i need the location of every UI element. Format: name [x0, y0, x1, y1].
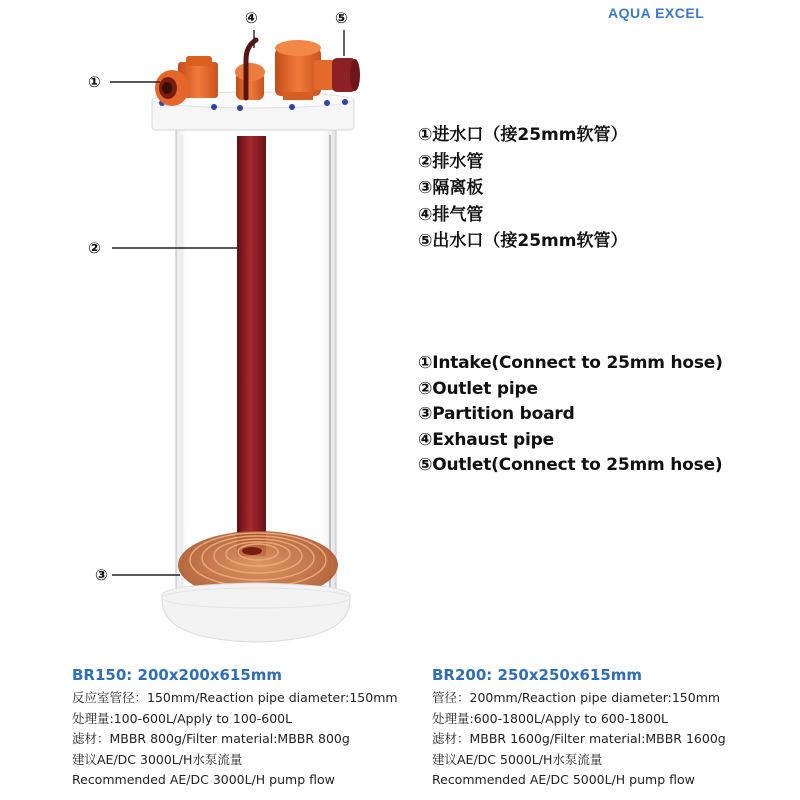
legend-cn-intake: ①进水口（接25mm软管）: [418, 125, 628, 145]
legend-cn-outlet-pipe: ②排水管: [418, 151, 484, 172]
spec-br200-pump-en: Recommended AE/DC 5000L/H pump flow: [432, 772, 695, 787]
base-plate: [162, 583, 350, 642]
legend-chinese: [418, 122, 627, 255]
spec-br150-pump-en: Recommended AE/DC 3000L/H pump flow: [72, 772, 335, 787]
spec-br200-capacity: 处理量:600-1800L/Apply to 600-1800L: [432, 710, 668, 726]
callout-4: ④: [245, 9, 258, 27]
outlet-fitting: [275, 40, 360, 100]
spec-br200: [432, 666, 726, 791]
spec-br150-model: BR150: 200x200x615mm: [72, 666, 283, 684]
spec-br150-diameter: 反应室管径：150mm/Reaction pipe diameter:150mm: [72, 690, 398, 705]
legend-en-outlet: ⑤Outlet(Connect to 25mm hose): [418, 455, 723, 476]
spec-br200-pump-cn: 建议AE/DC 5000L/H水泵流量: [432, 751, 603, 767]
callout-3: ③: [95, 566, 108, 584]
legend-english: [418, 351, 723, 479]
callout-2: ②: [88, 239, 101, 257]
spec-br200-model: BR200: 250x250x615mm: [432, 666, 643, 684]
spec-br150-pump-cn: 建议AE/DC 3000L/H水泵流量: [72, 751, 243, 767]
legend-en-outlet-pipe: ②Outlet pipe: [418, 378, 538, 399]
callout-1: ①: [88, 73, 101, 91]
spec-br150-filter: 滤材：MBBR 800g/Filter material:MBBR 800g: [72, 731, 350, 746]
legend-cn-partition-board: ③隔离板: [418, 178, 484, 199]
outlet-pipe: [237, 136, 266, 556]
spec-br150-capacity: 处理量:100-600L/Apply to 100-600L: [72, 710, 293, 726]
legend-en-intake: ①Intake(Connect to 25mm hose): [418, 353, 723, 373]
legend-cn-outlet: ⑤出水口（接25mm软管）: [418, 231, 628, 252]
legend-en-partition-board: ③Partition board: [418, 404, 575, 425]
exhaust-pipe: [235, 40, 265, 100]
spec-br200-filter: 滤材：MBBR 1600g/Filter material:MBBR 1600g: [432, 731, 726, 746]
legend-cn-exhaust-pipe: ④排气管: [418, 204, 484, 225]
spec-br150: [72, 666, 398, 791]
callout-5: ⑤: [335, 9, 348, 27]
brand-logo-text: AQUA EXCEL: [608, 5, 705, 21]
legend-en-exhaust-pipe: ④Exhaust pipe: [418, 429, 554, 450]
spec-br200-diameter: 管径：200mm/Reaction pipe diameter:150mm: [432, 690, 721, 705]
